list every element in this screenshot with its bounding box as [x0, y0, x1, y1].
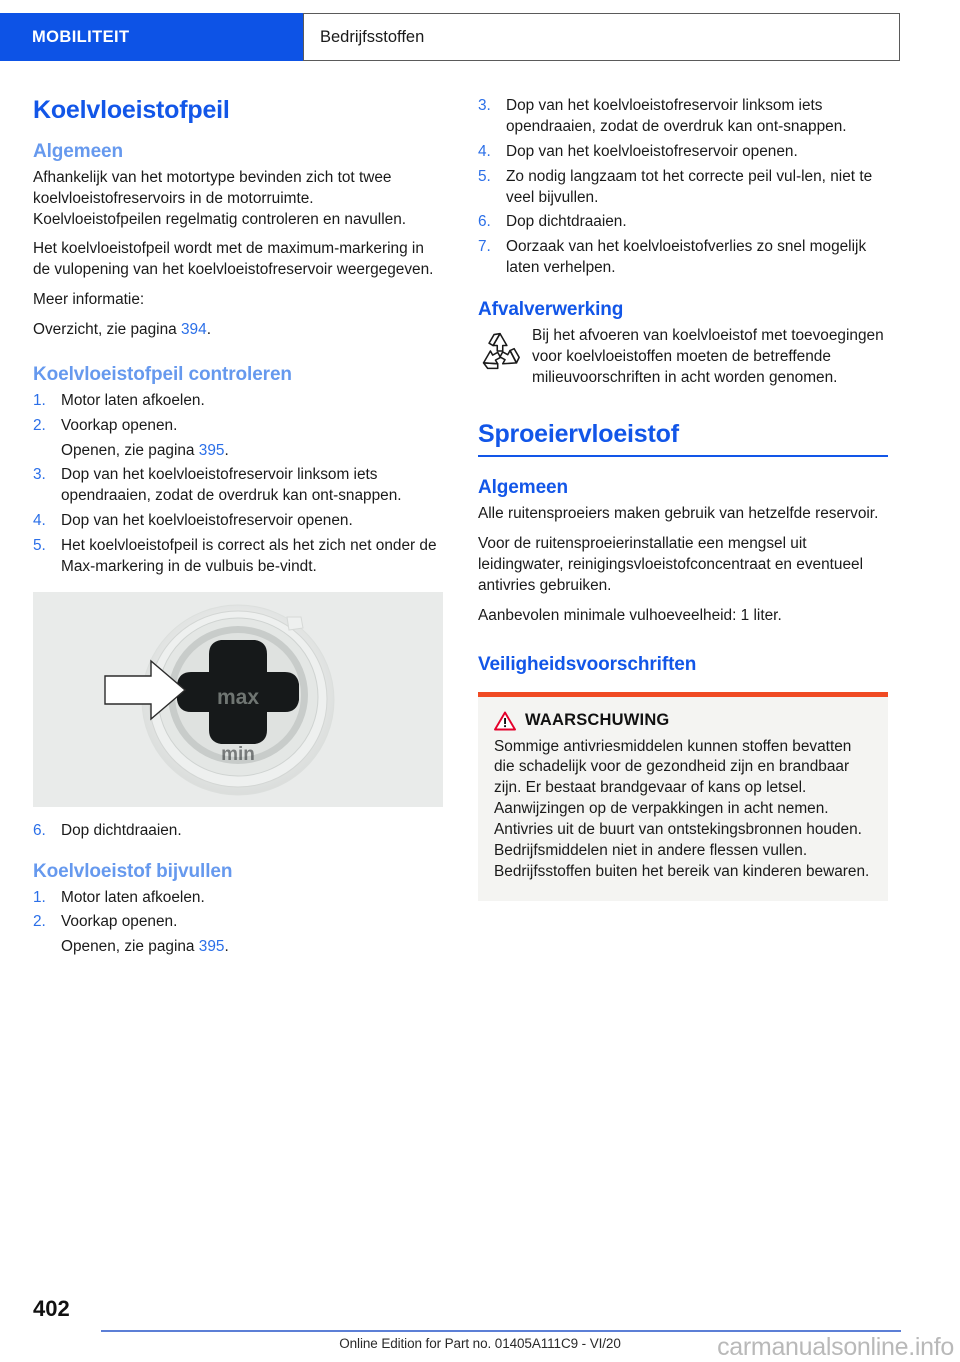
steps-list-after-figure [33, 821, 443, 842]
paragraph-general-1: Afhankelijk van het motortype bevinden zich tot twee koelvloeistofreservoirs in de motorruimte. Koelvloeistofpeilen regelmatig controleren en navullen. [33, 168, 407, 228]
steps-list-refill-continued [478, 96, 888, 279]
list-item [33, 912, 443, 933]
step-number: 7. [478, 238, 491, 256]
list-item [33, 511, 443, 532]
step-number: 3. [478, 97, 491, 114]
substep-period: . [224, 441, 229, 459]
cross-reference-page-394[interactable]: 394 [181, 321, 207, 339]
step-number: 4. [33, 512, 46, 530]
heading-afvalverwerking: Afvalverwerking [478, 299, 624, 320]
substep-openen-reference-check [33, 441, 443, 462]
steps-list-check [33, 391, 443, 437]
step-number: 2. [33, 416, 46, 434]
right-column [478, 96, 888, 901]
substep-period: . [224, 938, 229, 956]
step-text: Dop van het koelvloeistofreservoir openen. [61, 512, 353, 530]
disposal-text: Bij het afvoeren van koelvloeistof met toevoegingen voor koelvloeistoffen moeten de betreffende milieuvoorschriften in acht worden genomen. [532, 326, 884, 386]
list-item [33, 465, 443, 507]
footer-page-number: 402 [33, 1296, 70, 1321]
step-text: Het koelvloeistofpeil is correct als het zich net onder de Max-markering in de vulbuis be-vindt. [61, 537, 437, 575]
warning-box [478, 692, 888, 901]
list-item [478, 237, 888, 279]
footer-edition-text: Online Edition for Part no. 01405A111C9 - VI/20 [339, 1336, 621, 1351]
recycle-icon [478, 330, 522, 372]
header-chapter-banner [0, 13, 303, 61]
step-text: Motor laten afkoelen. [61, 391, 205, 409]
paragraph-washer-2: Voor de ruitensproeierinstallatie een mengsel uit leidingwater, reinigingsvloeistofconcentraat en eventueel antivries gebruiken. [478, 535, 864, 594]
step-text: Dop dichtdraaien. [61, 821, 182, 839]
list-item [478, 96, 888, 138]
coolant-cap-illustration [33, 592, 443, 807]
step-number: 1. [33, 391, 46, 409]
warning-title: WAARSCHUWING [525, 711, 670, 730]
step-number: 3. [33, 466, 46, 484]
list-item [478, 142, 888, 163]
header-section-label: Bedrijfsstoffen [320, 27, 425, 46]
paragraph-general-3: Meer informatie: [33, 291, 145, 309]
heading-algemeen-right: Algemeen [478, 477, 569, 499]
step-text: Oorzaak van het koelvloeistofverlies zo snel mogelijk laten verhelpen. [506, 238, 867, 277]
warning-triangle-icon [494, 711, 516, 731]
step-text: Dop van het koelvloeistofreservoir linksom iets opendraaien, zodat de overdruk kan ont-snappen. [61, 466, 402, 505]
heading-veiligheidsvoorschriften: Veiligheidsvoorschriften [478, 653, 697, 675]
page-title: Koelvloeistofpeil [33, 96, 230, 124]
watermark-carmanualsonline: carmanualsonline.info [717, 1333, 954, 1361]
paragraph-washer-1: Alle ruitensproeiers maken gebruik van hetzelfde reservoir. [478, 505, 879, 523]
paragraph-general-2: Het koelvloeistofpeil wordt met de maximum-markering in de vulopening van het koelvloeistofreservoir weergegeven. [33, 240, 434, 279]
step-number: 1. [33, 888, 46, 906]
header-chapter-label: MOBILITEIT [32, 27, 130, 46]
paragraph-washer-3: Aanbevolen minimale vulhoeveelheid: 1 liter. [478, 606, 782, 624]
steps-list-refill [33, 888, 443, 934]
page-header [0, 13, 960, 61]
footer-rule [101, 1330, 901, 1332]
step-number: 4. [478, 142, 491, 160]
list-item [33, 416, 443, 437]
step-text: Voorkap openen. [61, 416, 178, 434]
disposal-block [478, 326, 888, 389]
list-item [33, 821, 443, 842]
left-column [33, 96, 443, 962]
step-number: 5. [33, 537, 46, 555]
figure-max-label: max [216, 685, 260, 709]
heading-algemeen-left: Algemeen [33, 141, 124, 162]
step-text: Motor laten afkoelen. [61, 888, 205, 906]
step-number: 6. [478, 213, 491, 231]
cross-reference-text: Overzicht, zie pagina [33, 321, 181, 339]
heading-koelvloeistof-bijvullen: Koelvloeistof bijvullen [33, 860, 233, 882]
step-text: Dop van het koelvloeistofreservoir linksom iets opendraaien, zodat de overdruk kan ont-snappen. [506, 97, 847, 135]
cross-reference-overzicht [33, 320, 443, 341]
step-number: 6. [33, 821, 46, 839]
heading-koelvloeistofpeil-controleren: Koelvloeistofpeil controleren [33, 363, 292, 385]
substep-page-395[interactable]: 395 [198, 441, 225, 459]
list-item [33, 391, 443, 412]
section-title-sproeiervloeistof: Sproeiervloeistof [478, 420, 888, 457]
list-item [478, 212, 888, 233]
figure-coolant-reservoir-cap [33, 592, 443, 807]
svg-text:min: min [221, 743, 255, 765]
warning-header [494, 711, 872, 731]
step-number: 5. [478, 167, 491, 185]
list-item [478, 167, 888, 209]
step-text: Dop dichtdraaien. [506, 213, 627, 231]
cross-reference-period: . [206, 321, 211, 339]
list-item [33, 536, 443, 578]
substep-text: Openen, zie pagina [61, 441, 199, 459]
step-text: Zo nodig langzaam tot het correcte peil vul-len, niet te veel bijvullen. [506, 167, 873, 206]
substep-text: Openen, zie pagina [61, 938, 199, 956]
substep-openen-reference-refill [33, 937, 443, 958]
header-section-box [303, 13, 900, 61]
substep-page-395-refill[interactable]: 395 [198, 938, 225, 956]
warning-body: Sommige antivriesmiddelen kunnen stoffen bevatten die schadelijk voor de gezondheid zijn en brandbaar zijn. Er bestaat brandgevaar of kans op letsel. Aanwijzingen op de verpakkingen in acht nemen. Antivries uit de buurt van ontstekingsbronnen houden. Bedrijfsmiddelen niet in andere flessen vullen. Bedrijfsstoffen buiten het bereik van kinderen bewaren. [494, 737, 870, 880]
step-number: 2. [33, 913, 46, 931]
list-item [33, 888, 443, 909]
step-text: Voorkap openen. [61, 913, 178, 931]
steps-list-check-continued [33, 465, 443, 577]
step-text: Dop van het koelvloeistofreservoir openen. [506, 142, 798, 160]
